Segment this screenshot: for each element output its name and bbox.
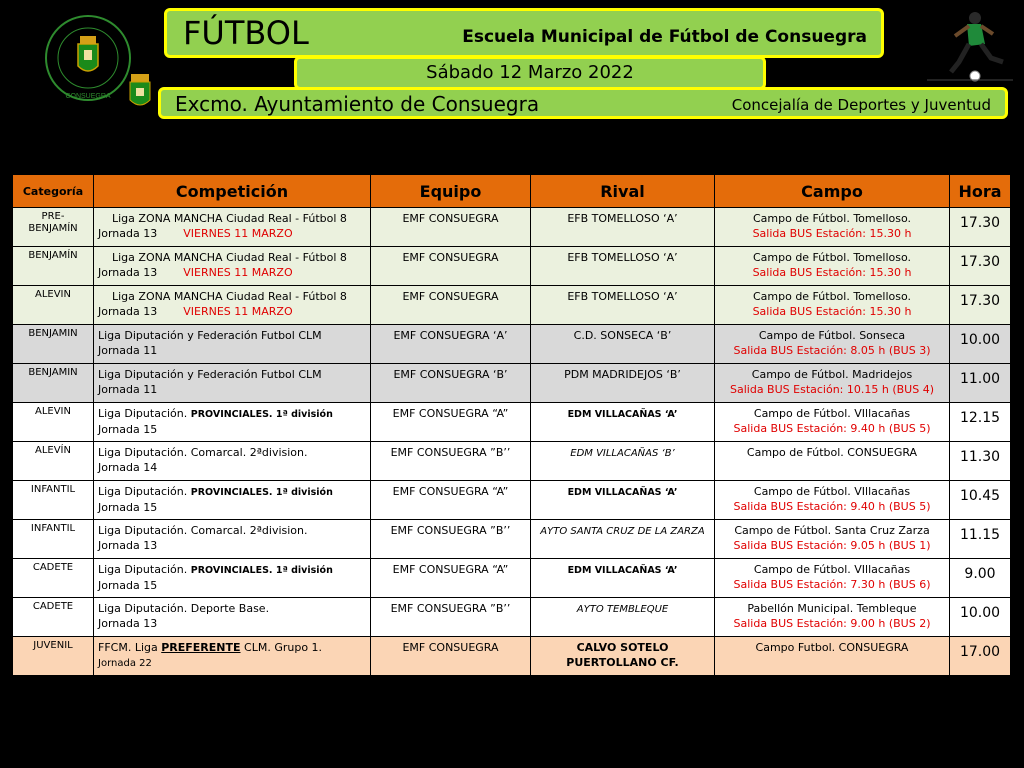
time-cell [950,442,1011,481]
competition-cell [94,364,371,403]
team-cell [371,286,531,325]
column-header-rival: Rival [531,175,715,208]
round-label: Jornada 22 [98,658,152,669]
table-row [13,598,1011,637]
venue-cell [715,403,950,442]
bus-departure: Salida BUS Estación: 9.40 h (BUS 5) [733,500,931,513]
competition-name: FFCM. Liga [98,641,162,654]
time-cell [950,598,1011,637]
bus-departure: Salida BUS Estación: 7.30 h (BUS 6) [733,578,931,591]
rival-team: EFB TOMELLOSO ‘A’ [567,212,678,225]
rival-team: EDM VILLACAÑAS ‘A’ [567,487,678,498]
table-row [13,247,1011,286]
table-row [13,559,1011,598]
rival-cell [531,325,715,364]
kickoff-time: 10.45 [959,488,1001,504]
competition-cell [94,325,371,364]
round-label: Jornada 13 [98,617,158,630]
competition-name: Liga Diputación y Federación Futbol CLM [98,329,322,342]
venue-name: Campo de Fútbol. Tomelloso. [752,212,912,225]
category-cell [13,208,94,247]
competition-name: Liga Diputación. [98,563,191,576]
time-cell [950,208,1011,247]
competition-division: PROVINCIALES. 1ª división [190,487,333,498]
competition-division: PROVINCIALES. 1ª división [190,565,333,576]
kickoff-time: 17.30 [959,215,1001,231]
home-team: EMF CONSUEGRA [402,641,499,654]
kickoff-time: 9.00 [964,566,996,582]
round-label: Jornada 14 [98,461,158,474]
match-day-note: VIERNES 11 MARZO [183,305,293,318]
venue-name: Campo de Fútbol. VIllacañas [753,407,911,420]
round-label: Jornada 11 [98,383,158,396]
competition-cell [94,208,371,247]
kickoff-time: 17.00 [959,644,1001,660]
venue-name: Campo Futbol. CONSUEGRA [755,641,909,654]
column-header-competition: Competición [94,175,371,208]
venue-name: Pabellón Municipal. Tembleque [747,602,917,615]
team-cell [371,247,531,286]
team-cell [371,520,531,559]
table-row [13,481,1011,520]
competition-name: Liga Diputación. Deporte Base. [98,602,270,615]
home-team: EMF CONSUEGRA [402,251,499,264]
venue-cell [715,442,950,481]
category-cell [13,325,94,364]
time-cell [950,637,1011,676]
category-label: INFANTIL [30,523,76,534]
home-team: EMF CONSUEGRA “A” [392,563,509,576]
team-cell [371,598,531,637]
category-label-line2: BENJAMÍN [28,223,78,234]
category-cell [13,559,94,598]
rival-team: AYTO SANTA CRUZ DE LA ZARZA [540,526,705,537]
time-cell [950,286,1011,325]
category-label: ALEVIN [34,406,71,417]
competition-name: Liga Diputación. Comarcal. 2ªdivision. [98,524,308,537]
category-label: JUVENIL [33,640,73,651]
bus-departure: Salida BUS Estación: 9.00 h (BUS 2) [733,617,931,630]
page-title: FÚTBOL [183,14,309,52]
kickoff-time: 10.00 [959,605,1001,621]
bus-departure: Salida BUS Estación: 9.40 h (BUS 5) [733,422,931,435]
home-team: EMF CONSUEGRA ‘A’ [393,329,508,342]
category-cell [13,247,94,286]
category-label: CADETE [32,562,74,573]
competition-cell [94,637,371,676]
school-name: Escuela Municipal de Fútbol de Consuegra [462,27,867,47]
organization-name: Excmo. Ayuntamiento de Consuegra [175,92,540,116]
venue-cell [715,247,950,286]
round-label: Jornada 13 [98,266,158,279]
bus-departure: Salida BUS Estación: 15.30 h [752,266,912,279]
round-label: Jornada 11 [98,344,158,357]
rival-cell [531,364,715,403]
table-row [13,403,1011,442]
time-cell [950,403,1011,442]
table-row [13,364,1011,403]
venue-name: Campo de Fútbol. VIllacañas [753,485,911,498]
venue-cell [715,520,950,559]
venue-cell [715,559,950,598]
competition-cell [94,247,371,286]
home-team: EMF CONSUEGRA ”B’’ [390,446,511,459]
competition-cell [94,520,371,559]
bus-departure: Salida BUS Estación: 10.15 h (BUS 4) [730,383,934,396]
table-row [13,520,1011,559]
home-team: EMF CONSUEGRA [402,290,499,303]
competition-cell [94,442,371,481]
category-cell [13,637,94,676]
home-team: EMF CONSUEGRA ‘B’ [393,368,508,381]
rival-cell [531,598,715,637]
column-header-category: Categoría [13,175,94,208]
competition-cell [94,403,371,442]
club-crest-logo [44,14,132,102]
table-row [13,637,1011,676]
round-label: Jornada 15 [98,579,158,592]
team-cell [371,364,531,403]
time-cell [950,325,1011,364]
competition-cell [94,481,371,520]
category-label: BENJAMÍN [28,250,78,261]
time-cell [950,481,1011,520]
kickoff-time: 10.00 [959,332,1001,348]
home-team: EMF CONSUEGRA “A” [392,407,509,420]
round-label: Jornada 15 [98,423,158,436]
competition-name: Liga ZONA MANCHA Ciudad Real - Fútbol 8 [112,251,347,264]
venue-name: Campo de Fútbol. Sonseca [758,329,906,342]
rival-team: CALVO SOTELO PUERTOLLANO CF. [566,641,679,669]
venue-name: Campo de Fútbol. VIllacañas [753,563,911,576]
table-row [13,208,1011,247]
table-header-row [13,175,1011,208]
team-cell [371,403,531,442]
home-team: EMF CONSUEGRA “A” [392,485,509,498]
bus-departure: Salida BUS Estación: 8.05 h (BUS 3) [733,344,931,357]
category-cell [13,286,94,325]
category-label: CADETE [32,601,74,612]
rival-cell [531,208,715,247]
table-row [13,442,1011,481]
rival-cell [531,403,715,442]
venue-name: Campo de Fútbol. Santa Cruz Zarza [734,524,930,537]
home-team: EMF CONSUEGRA ”B’’ [390,524,511,537]
competition-division: PREFERENTE [161,641,241,654]
round-label: Jornada 13 [98,305,158,318]
bus-departure: Salida BUS Estación: 9.05 h (BUS 1) [733,539,931,552]
rival-team: EDM VILLACAÑAS ‘A’ [567,565,678,576]
category-cell [13,481,94,520]
match-schedule-table [12,174,1011,676]
rival-cell [531,481,715,520]
table-row [13,286,1011,325]
venue-name: Campo de Fútbol. Madridejos [751,368,913,381]
competition-cell [94,286,371,325]
time-cell [950,520,1011,559]
competition-group: CLM. Grupo 1. [240,641,323,654]
match-day-note: VIERNES 11 MARZO [183,266,293,279]
rival-team: EFB TOMELLOSO ‘A’ [567,290,678,303]
venue-name: Campo de Fútbol. Tomelloso. [752,290,912,303]
match-day-note: VIERNES 11 MARZO [183,227,293,240]
svg-text:CONSUEGRA: CONSUEGRA [65,93,111,100]
rival-cell [531,559,715,598]
home-team: EMF CONSUEGRA [402,212,499,225]
kickoff-time: 11.15 [959,527,1001,543]
time-cell [950,364,1011,403]
venue-cell [715,286,950,325]
team-cell [371,637,531,676]
column-header-team: Equipo [371,175,531,208]
time-cell [950,559,1011,598]
round-label: Jornada 13 [98,227,158,240]
kickoff-time: 11.00 [959,371,1001,387]
competition-name: Liga ZONA MANCHA Ciudad Real - Fútbol 8 [112,212,347,225]
team-cell [371,325,531,364]
rival-cell [531,520,715,559]
category-cell [13,520,94,559]
competition-name: Liga Diputación. [98,407,191,420]
rival-team: C.D. SONSECA ‘B’ [573,329,672,342]
department-name: Concejalía de Deportes y Juventud [731,96,991,114]
time-cell [950,247,1011,286]
bus-departure: Salida BUS Estación: 15.30 h [752,305,912,318]
category-label: INFANTIL [30,484,76,495]
town-shield-logo [128,72,152,110]
venue-cell [715,598,950,637]
venue-cell [715,325,950,364]
category-label: ALEVIN [34,289,71,300]
event-date: Sábado 12 Marzo 2022 [426,62,634,83]
rival-cell [531,442,715,481]
team-cell [371,442,531,481]
rival-cell [531,286,715,325]
round-label: Jornada 15 [98,501,158,514]
category-label: ALEVÍN [34,445,71,456]
column-header-venue: Campo [715,175,950,208]
bus-departure: Salida BUS Estación: 15.30 h [752,227,912,240]
venue-cell [715,208,950,247]
competition-name: Liga Diputación. Comarcal. 2ªdivision. [98,446,308,459]
organization-banner [158,87,1008,119]
rival-cell [531,247,715,286]
competition-division: PROVINCIALES. 1ª división [190,409,333,420]
rival-team: EDM VILLACAÑAS ‘A’ [567,409,678,420]
date-banner [294,56,766,90]
category-label: BENJAMIN [28,367,78,378]
venue-name: Campo de Fútbol. Tomelloso. [752,251,912,264]
table-row [13,325,1011,364]
rival-team: AYTO TEMBLEQUE [576,604,669,615]
category-cell [13,403,94,442]
category-label: PRE- [41,211,65,222]
kickoff-time: 12.15 [959,410,1001,426]
category-cell [13,364,94,403]
kickoff-time: 17.30 [959,254,1001,270]
competition-name: Liga Diputación. [98,485,191,498]
kickoff-time: 17.30 [959,293,1001,309]
rival-team: EFB TOMELLOSO ‘A’ [567,251,678,264]
team-cell [371,481,531,520]
rival-cell [531,637,715,676]
rival-team: PDM MADRIDEJOS ‘B’ [564,368,681,381]
competition-cell [94,559,371,598]
venue-cell [715,637,950,676]
category-cell [13,442,94,481]
competition-name: Liga Diputación y Federación Futbol CLM [98,368,322,381]
team-cell [371,559,531,598]
competition-name: Liga ZONA MANCHA Ciudad Real - Fútbol 8 [112,290,347,303]
venue-cell [715,481,950,520]
football-player-illustration [925,10,1015,82]
column-header-time: Hora [950,175,1011,208]
venue-name: Campo de Fútbol. CONSUEGRA [746,446,918,459]
venue-cell [715,364,950,403]
category-label: BENJAMIN [28,328,78,339]
team-cell [371,208,531,247]
home-team: EMF CONSUEGRA ”B’’ [390,602,511,615]
competition-cell [94,598,371,637]
kickoff-time: 11.30 [959,449,1001,465]
round-label: Jornada 13 [98,539,158,552]
category-cell [13,598,94,637]
title-banner [164,8,884,58]
rival-team: EDM VILLACAÑAS ‘B’ [570,448,675,459]
